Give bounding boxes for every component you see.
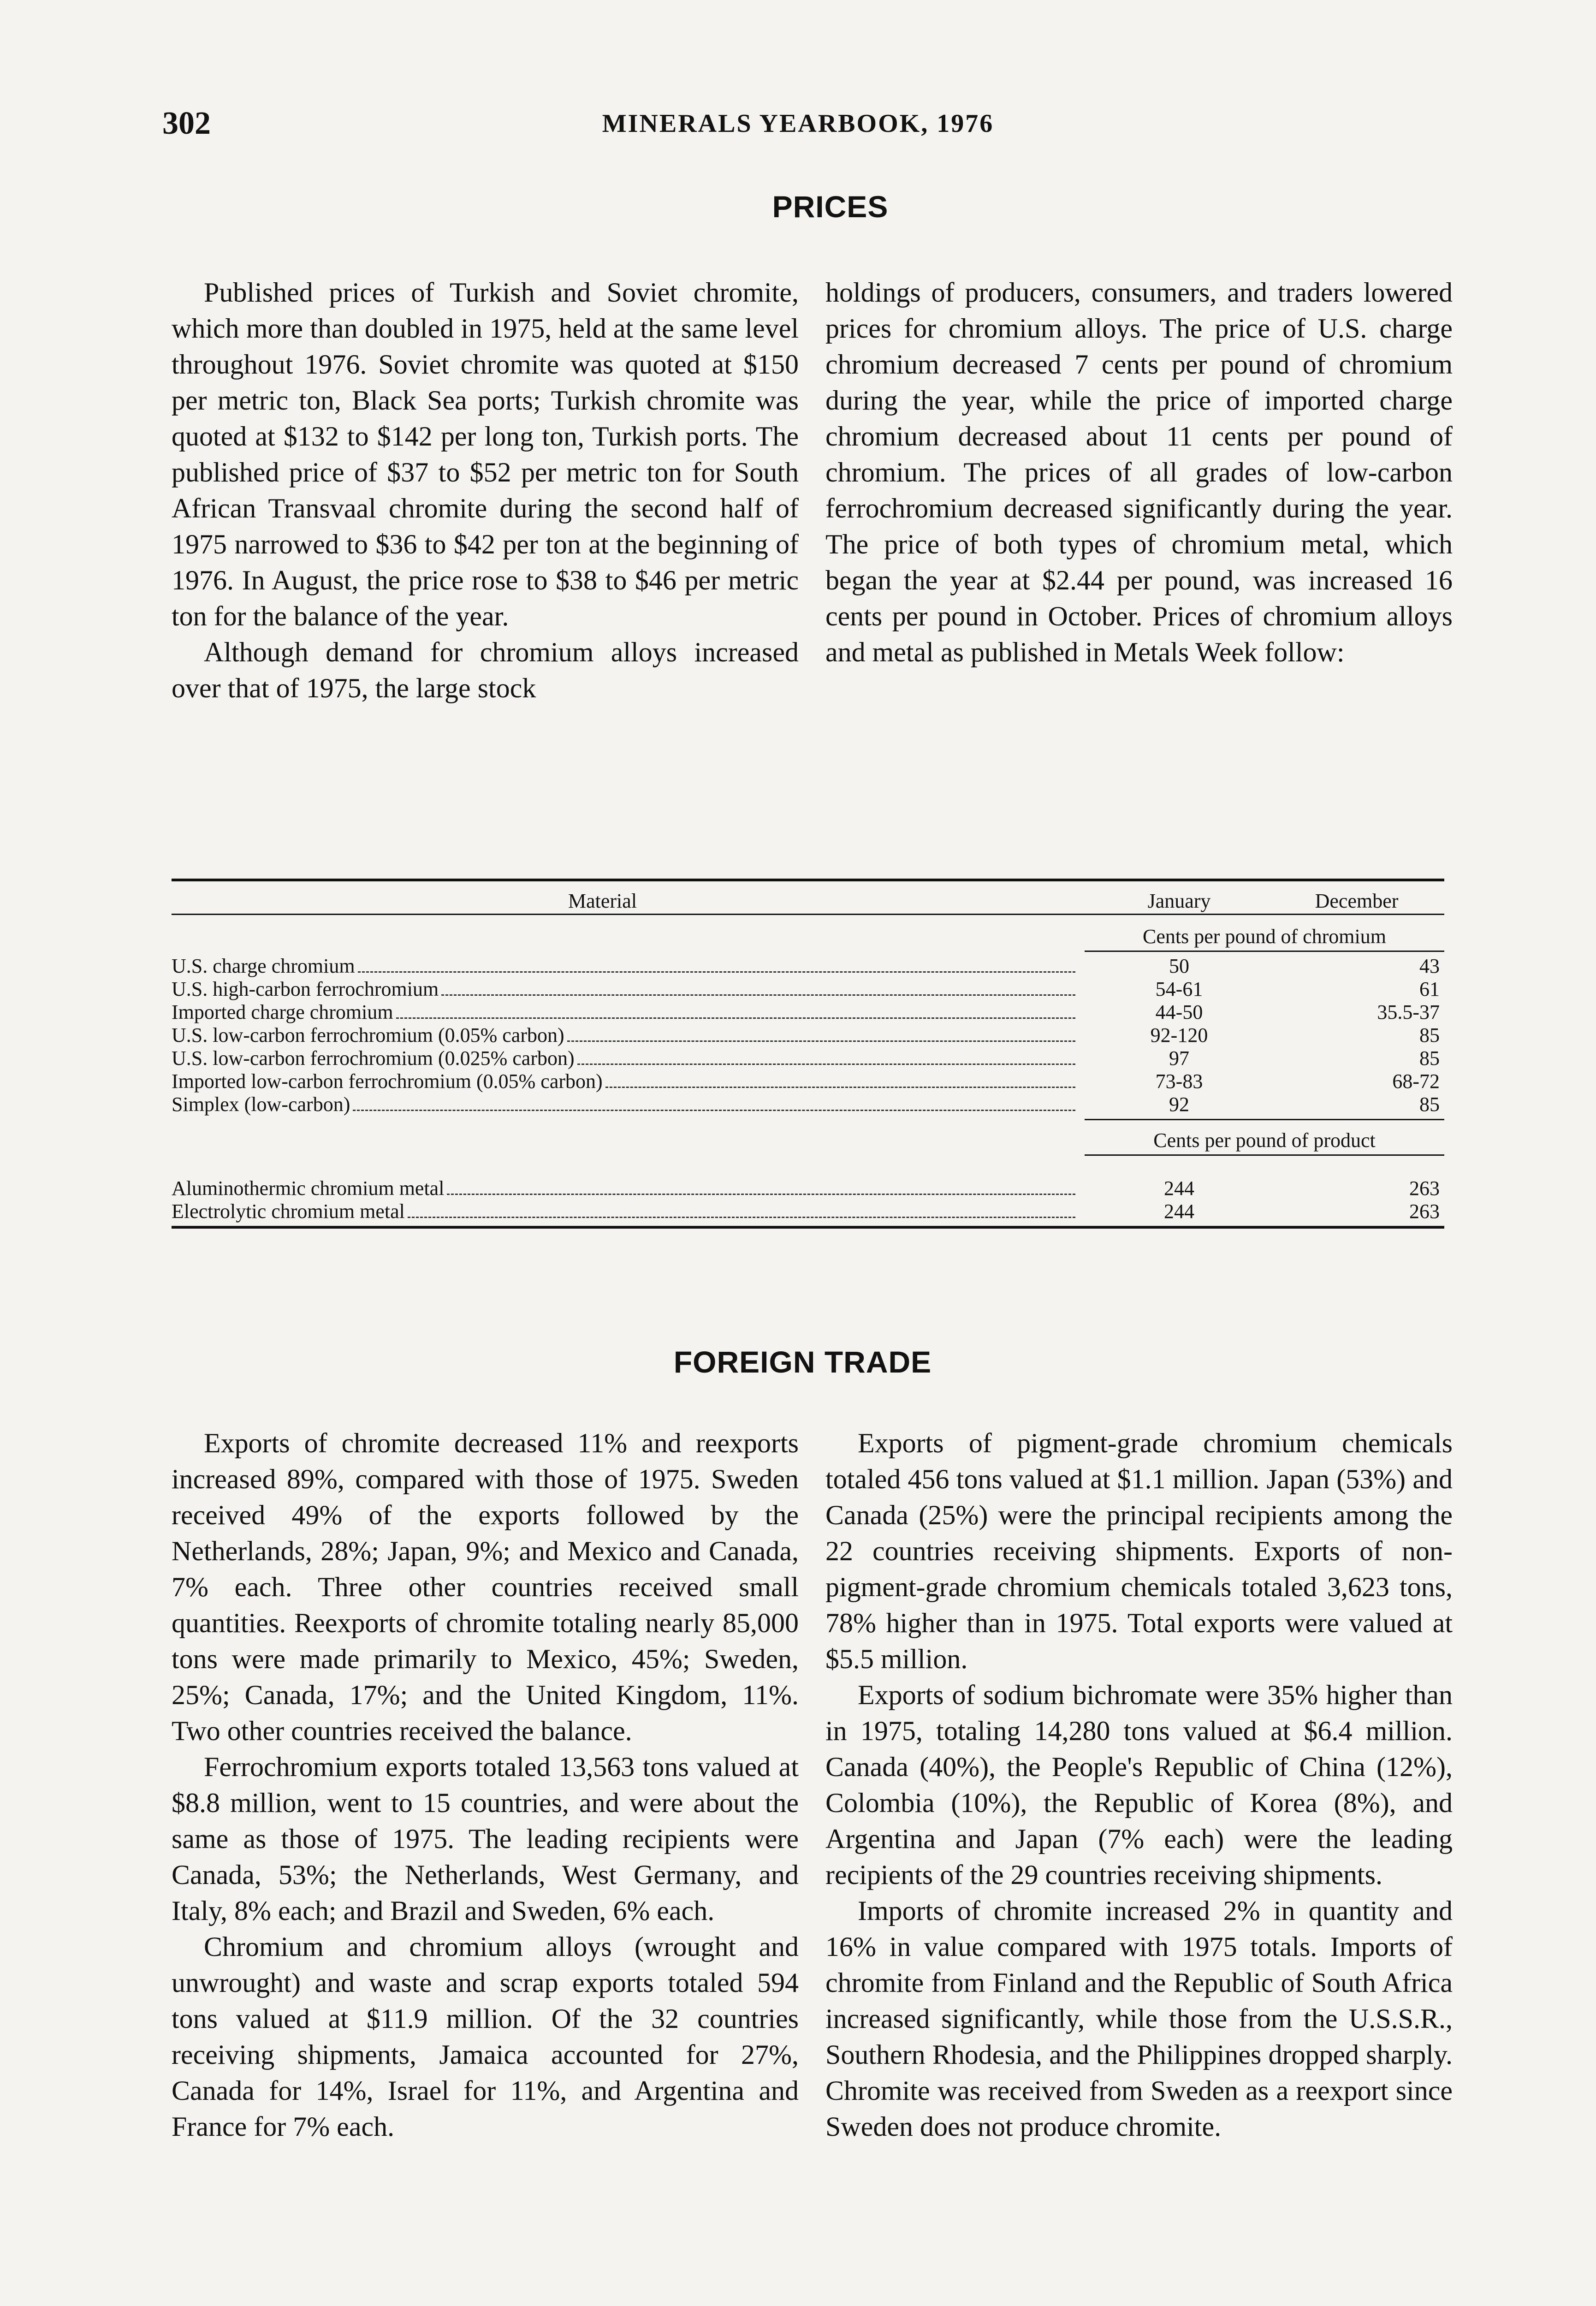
unit-row-chromium bbox=[172, 915, 1444, 952]
table-body-group-1 bbox=[172, 952, 1444, 1119]
table-row bbox=[172, 1200, 1444, 1223]
row-december: 85 bbox=[1419, 1047, 1440, 1070]
table-row bbox=[172, 1047, 1444, 1070]
trade-paragraph-5: Exports of sodium bichromate were 35% higher than in 1975, totaling 14,280 tons valued at $6.4 million. Canada (40%), the People's Republic of China (12%), Colombia (10%), the Republic of Korea (8%), and Argentina and Japan (7% each) were the leading recipients of the 29 countries receiving shipments. bbox=[825, 1680, 1453, 1890]
trade-paragraph-6: Imports of chromite increased 2% in quantity and 16% in value compared with 1975 totals. Imports of chromite from Finland and the Republic of South Africa increased significantly, while those from the U.S.S.R., Southern Rhodesia, and the Philippines dropped sharply. Chromite was received from Sweden as a reexport since Sweden does not produce chromite. bbox=[825, 1896, 1453, 2142]
row-december: 263 bbox=[1409, 1177, 1440, 1200]
row-material: Imported low-carbon ferrochromium (0.05% carbon) bbox=[172, 1070, 603, 1093]
price-table bbox=[172, 879, 1444, 1229]
row-december: 68-72 bbox=[1392, 1070, 1440, 1093]
unit-rule bbox=[1085, 951, 1444, 952]
trade-paragraph-4: Exports of pigment-grade chromium chemicals totaled 456 tons valued at $1.1 million. Japan (53%) and Canada (25%) were the principal recipients among the 22 countries receiving shipments. Exports of non-pigment-grade chromium chemicals totaled 3,623 tons, 78% higher than in 1975. Total exports were valued at $5.5 million. bbox=[825, 1428, 1453, 1674]
row-material: U.S. charge chromium bbox=[172, 955, 355, 977]
prices-heading: PRICES bbox=[772, 190, 889, 224]
foreign-trade-heading: FOREIGN TRADE bbox=[673, 1345, 932, 1379]
row-material: U.S. low-carbon ferrochromium (0.025% carbon) bbox=[172, 1047, 575, 1070]
row-january: 97 bbox=[1169, 1047, 1189, 1070]
row-december: 263 bbox=[1409, 1200, 1440, 1223]
trade-paragraph-3: Chromium and chromium alloys (wrought and unwrought) and waste and scrap exports totaled 594 tons valued at $11.9 million. Of the 32 countries receiving shipments, Jamaica accounted for 27%, Canada for 14%, Israel for 11%, and Argentina and France for 7% each. bbox=[172, 1932, 799, 2142]
row-december: 35.5-37 bbox=[1377, 1001, 1440, 1023]
unit-rule-top bbox=[1085, 1119, 1444, 1120]
row-january: 244 bbox=[1164, 1200, 1194, 1223]
prices-paragraph-2-continued: holdings of producers, consumers, and traders lowered prices for chromium alloys. The price of U.S. charge chromium decreased 7 cents per pound of chromium during the year, while the price of imported charge chromium decreased about 11 cents per pound of chromium. The prices of all grades of low-carbon ferrochromium decreased significantly during the year. The price of both types of chromium metal, which began the year at $2.44 per pound, was increased 16 cents per pound in October. Prices of chromium alloys and metal as published in Metals Week follow: bbox=[825, 277, 1453, 667]
table-row bbox=[172, 1177, 1444, 1200]
row-january: 92 bbox=[1169, 1093, 1189, 1116]
table-row bbox=[172, 1070, 1444, 1093]
foreign-trade-right-column bbox=[825, 1425, 1453, 2145]
table-row bbox=[172, 1024, 1444, 1047]
table-row bbox=[172, 978, 1444, 1001]
row-january: 73-83 bbox=[1155, 1070, 1203, 1093]
trade-paragraph-1: Exports of chromite decreased 11% and reexports increased 89%, compared with those of 1975. Sweden received 49% of the exports followed by the Netherlands, 28%; Japan, 9%; and Mexico and Canada, 7% each. Three other countries received small quantities. Reexports of chromite totaling nearly 85,000 tons were made primarily to Mexico, 45%; Sweden, 25%; Canada, 17%; and the United Kingdom, 11%. Two other countries received the balance. bbox=[172, 1428, 799, 1746]
row-material: U.S. high-carbon ferrochromium bbox=[172, 978, 439, 1000]
row-december: 43 bbox=[1419, 955, 1440, 977]
unit-label: Cents per pound of product bbox=[1153, 1129, 1376, 1152]
table-row bbox=[172, 955, 1444, 978]
row-material: Imported charge chromium bbox=[172, 1001, 393, 1023]
prices-left-column bbox=[172, 274, 799, 706]
running-head bbox=[162, 105, 1434, 142]
column-header-december: December bbox=[1315, 890, 1399, 912]
prices-right-column bbox=[825, 274, 1453, 670]
row-january: 50 bbox=[1169, 955, 1189, 977]
publication-title: MINERALS YEARBOOK, 1976 bbox=[602, 109, 994, 138]
unit-label: Cents per pound of chromium bbox=[1143, 925, 1386, 948]
unit-row-product bbox=[172, 1119, 1444, 1156]
row-material: Electrolytic chromium metal bbox=[172, 1200, 405, 1223]
prices-paragraph-2: Although demand for chromium alloys increased over that of 1975, the large stock bbox=[172, 637, 799, 703]
row-january: 244 bbox=[1164, 1177, 1194, 1200]
column-header-material: Material bbox=[568, 890, 637, 912]
row-december: 85 bbox=[1419, 1024, 1440, 1046]
row-january: 54-61 bbox=[1155, 978, 1203, 1000]
unit-rule bbox=[1085, 1154, 1444, 1156]
row-december: 61 bbox=[1419, 978, 1440, 1000]
column-header-january: January bbox=[1147, 890, 1211, 912]
row-material: Simplex (low-carbon) bbox=[172, 1093, 350, 1116]
row-material: Aluminothermic chromium metal bbox=[172, 1177, 445, 1200]
row-december: 85 bbox=[1419, 1093, 1440, 1116]
prices-paragraph-1: Published prices of Turkish and Soviet chromite, which more than doubled in 1975, held at the same level throughout 1976. Soviet chromite was quoted at $150 per metric ton, Black Sea ports; Turkish chromite was quoted at $132 to $142 per long ton, Turkish ports. The published price of $37 to $52 per metric ton for South African Transvaal chromite during the second half of 1975 narrowed to $36 to $42 per ton at the beginning of 1976. In August, the price rose to $38 to $46 per metric ton for the balance of the year. bbox=[172, 277, 799, 631]
foreign-trade-left-column bbox=[172, 1425, 799, 2145]
table-row bbox=[172, 1093, 1444, 1116]
table-body-group-2 bbox=[172, 1156, 1444, 1226]
table-bottom-rule bbox=[172, 1226, 1444, 1229]
row-january: 92-120 bbox=[1150, 1024, 1208, 1046]
row-january: 44-50 bbox=[1155, 1001, 1203, 1023]
page-number: 302 bbox=[162, 106, 211, 141]
table-header-row bbox=[172, 881, 1444, 914]
row-material: U.S. low-carbon ferrochromium (0.05% carbon) bbox=[172, 1024, 564, 1046]
table-row bbox=[172, 1001, 1444, 1024]
trade-paragraph-2: Ferrochromium exports totaled 13,563 tons valued at $8.8 million, went to 15 countries, and were about the same as those of 1975. The leading recipients were Canada, 53%; the Netherlands, West Germany, and Italy, 8% each; and Brazil and Sweden, 6% each. bbox=[172, 1752, 799, 1926]
